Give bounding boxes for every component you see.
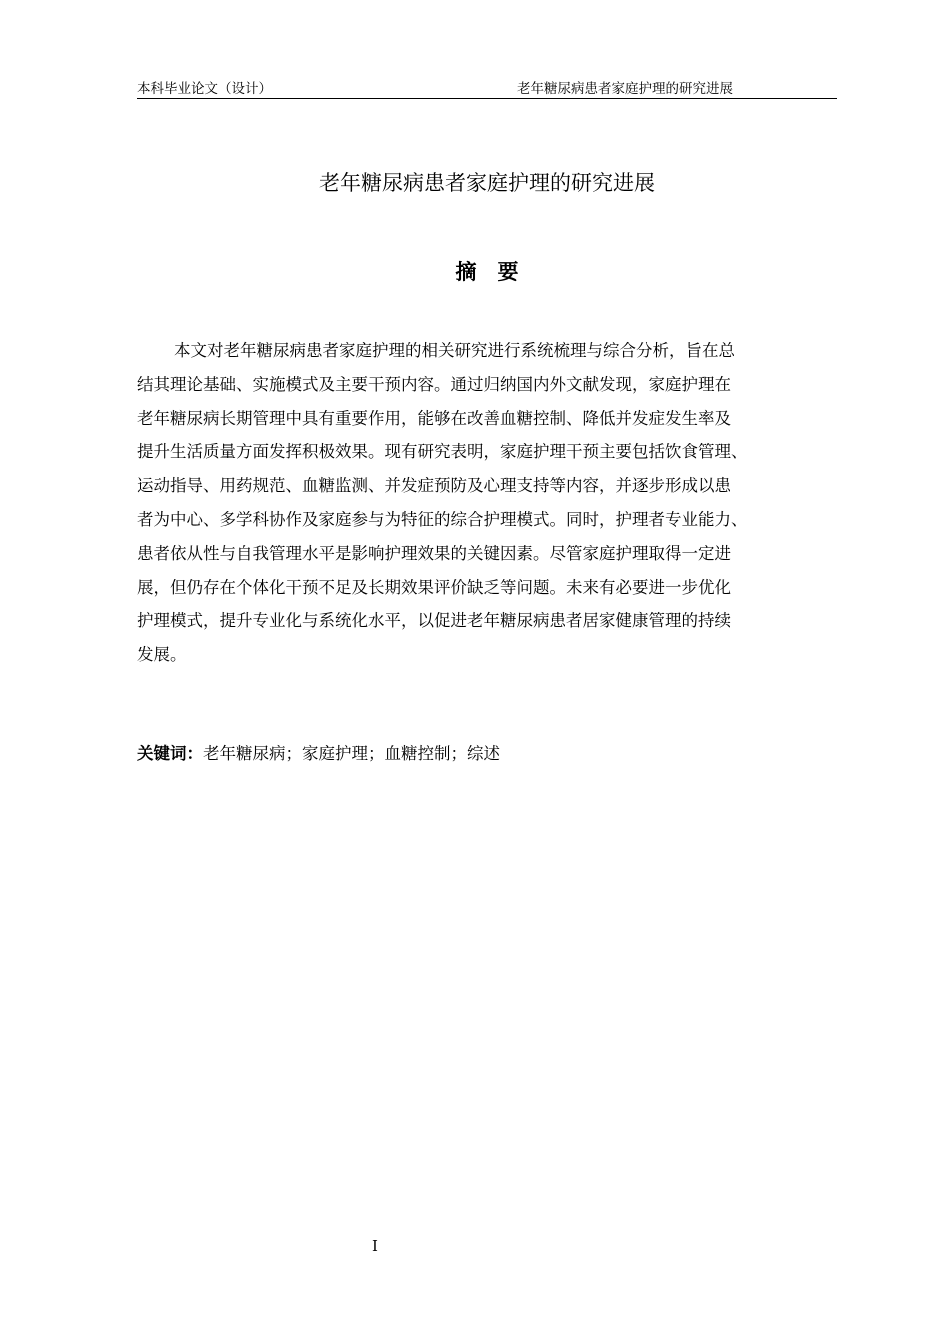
abstract-line: 结其理论基础、实施模式及主要干预内容。通过归纳国内外文献发现，家庭护理在: [137, 374, 731, 394]
header-rule: [137, 98, 837, 99]
abstract-line: 提升生活质量方面发挥积极效果。现有研究表明，家庭护理干预主要包括饮食管理、: [137, 442, 748, 462]
paper-title: 老年糖尿病患者家庭护理的研究进展: [319, 171, 655, 195]
keywords: [137, 740, 837, 768]
abstract-line: 患者依从性与自我管理水平是影响护理效果的关键因素。尽管家庭护理取得一定进: [137, 543, 731, 563]
keywords-text: 老年糖尿病；家庭护理；血糖控制；综述: [203, 744, 500, 763]
abstract-line: 发展。: [137, 645, 187, 665]
abstract-heading: 摘 要: [455, 260, 519, 284]
abstract-line: 护理模式，提升专业化与系统化水平，以促进老年糖尿病患者居家健康管理的持续: [137, 611, 731, 631]
header-thesis-type: 本科毕业论文（设计）: [137, 81, 272, 97]
keywords-label: 关键词：: [137, 744, 203, 763]
abstract-line: 老年糖尿病长期管理中具有重要作用，能够在改善血糖控制、降低并发症发生率及: [137, 408, 731, 428]
abstract-line: 运动指导、用药规范、血糖监测、并发症预防及心理支持等内容，并逐步形成以患: [137, 476, 731, 496]
abstract-line: 本文对老年糖尿病患者家庭护理的相关研究进行系统梳理与综合分析，旨在总: [174, 341, 735, 360]
header-short-title: 老年糖尿病患者家庭护理的研究进展: [517, 81, 733, 97]
page-number: I: [372, 1237, 378, 1255]
abstract-body: [137, 334, 837, 672]
abstract-line: 展，但仍存在个体化干预不足及长期效果评价缺乏等问题。未来有必要进一步优化: [137, 577, 731, 597]
abstract-line: 者为中心、多学科协作及家庭参与为特征的综合护理模式。同时，护理者专业能力、: [137, 509, 748, 529]
running-header: [137, 80, 837, 98]
